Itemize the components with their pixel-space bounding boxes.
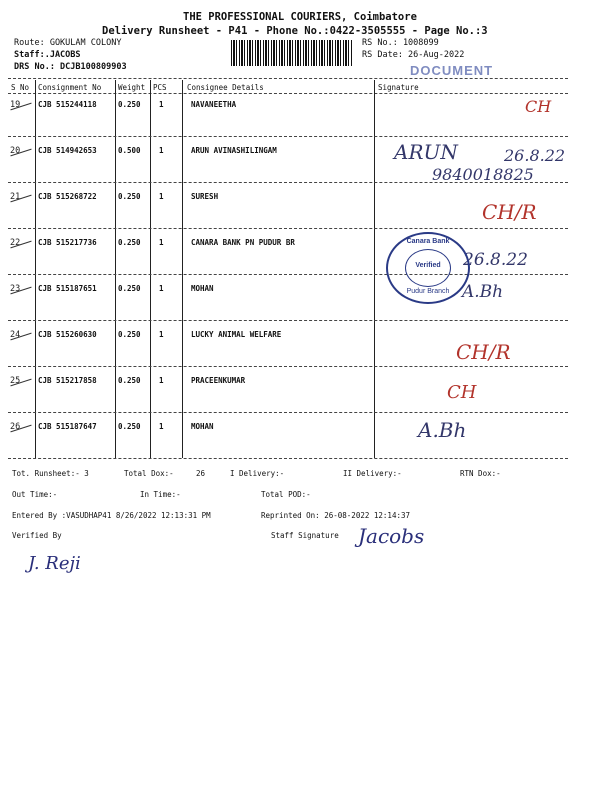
signature-row-20-date: 26.8.22: [504, 146, 566, 165]
row-pcs: 1: [159, 146, 164, 155]
tot-runsheet: Tot. Runsheet:- 3: [12, 469, 89, 478]
signature-row-20-phone: 9840018825: [432, 165, 534, 184]
row-consignee: MOHAN: [191, 284, 214, 293]
row-sno: 23: [10, 284, 21, 294]
verified-by-label: Verified By: [12, 531, 62, 540]
total-dox-value: 26: [196, 469, 206, 478]
barcode-image: [231, 40, 353, 66]
row-consignee: MOHAN: [191, 422, 214, 431]
row-pcs: 1: [159, 192, 164, 201]
row-sno: 24: [10, 330, 21, 340]
rs-number: RS No.: 1008099: [362, 38, 439, 48]
bank-verified-stamp: [386, 232, 470, 304]
row-pcs: 1: [159, 422, 164, 431]
row-weight: 0.250: [118, 330, 141, 339]
i-delivery: I Delivery:-: [230, 469, 285, 478]
staff-label: Staff:.JACOBS: [14, 50, 81, 60]
staff-signature-label: Staff Signature: [271, 531, 339, 540]
rtn-dox: RTN Dox:-: [460, 469, 501, 478]
total-dox-label: Total Dox:-: [124, 469, 174, 478]
col-consignee: Consignee Details: [187, 83, 264, 92]
row-consignment-no: CJB 515244118: [38, 100, 97, 109]
signature-row-22-date: 26.8.22: [463, 250, 528, 270]
col-sno: S No: [11, 83, 30, 92]
reprinted-on: Reprinted On: 26-08-2022 12:14:37: [261, 511, 411, 520]
row-consignee: NAVANEETHA: [191, 100, 237, 109]
signature-row-24: CH/R: [456, 340, 511, 364]
row-consignee: ARUN AVINASHILINGAM: [191, 146, 277, 155]
row-weight: 0.250: [118, 422, 141, 431]
signature-row-19: CH: [525, 97, 552, 116]
header-top-rule: [8, 78, 568, 79]
row-pcs: 1: [159, 238, 164, 247]
row-divider: [8, 366, 568, 367]
row-divider: [8, 320, 568, 321]
col-signature: Signature: [378, 83, 419, 92]
footer-top-rule: [8, 458, 568, 459]
signature-row-20-name: ARUN: [394, 140, 458, 164]
row-consignee: SURESH: [191, 192, 219, 201]
row-weight: 0.250: [118, 376, 141, 385]
col-pcs: PCS: [153, 83, 167, 92]
row-weight: 0.500: [118, 146, 141, 155]
entered-by: Entered By :VASUDHAP41 8/26/2022 12:13:31 PM: [12, 511, 211, 520]
row-consignee: PRACEENKUMAR: [191, 376, 246, 385]
row-consignment-no: CJB 515217736: [38, 238, 97, 247]
row-weight: 0.250: [118, 284, 141, 293]
total-pod: Total POD:-: [261, 490, 311, 499]
runsheet-subtitle: Delivery Runsheet - P41 - Phone No.:0422-3505555 - Page No.:3: [102, 25, 488, 37]
signature-row-21: CH/R: [482, 200, 537, 224]
stamp-text: Canara Bank: [406, 238, 450, 245]
in-time: In Time:-: [140, 490, 181, 499]
staff-signature: Jacobs: [358, 524, 425, 548]
stamp-text: Pudur Branch: [406, 288, 450, 295]
row-weight: 0.250: [118, 238, 141, 247]
row-pcs: 1: [159, 376, 164, 385]
row-pcs: 1: [159, 100, 164, 109]
row-consignment-no: CJB 515187647: [38, 422, 97, 431]
row-sno: 20: [10, 146, 21, 156]
signature-row-23: A.Bh: [462, 282, 504, 302]
row-consignment-no: CJB 515217858: [38, 376, 97, 385]
stamp-text: Verified: [415, 262, 441, 269]
row-pcs: 1: [159, 284, 164, 293]
row-consignee: LUCKY ANIMAL WELFARE: [191, 330, 282, 339]
row-pcs: 1: [159, 330, 164, 339]
verifier-signature: J. Reji: [28, 553, 81, 574]
row-consignment-no: CJB 515260630: [38, 330, 97, 339]
row-weight: 0.250: [118, 192, 141, 201]
row-sno: 22: [10, 238, 21, 248]
ii-delivery: II Delivery:-: [343, 469, 402, 478]
company-title: THE PROFESSIONAL COURIERS, Coimbatore: [183, 11, 417, 23]
header-bottom-rule: [8, 93, 568, 94]
route-label: Route: GOKULAM COLONY: [14, 38, 122, 48]
row-weight: 0.250: [118, 100, 141, 109]
document-stamp-mark: DOCUMENT: [410, 63, 494, 78]
out-time: Out Time:-: [12, 490, 58, 499]
rs-date: RS Date: 26-Aug-2022: [362, 50, 465, 60]
row-divider: [8, 274, 568, 275]
row-sno: 19: [10, 100, 21, 110]
row-divider: [8, 228, 568, 229]
signature-row-25: CH: [447, 382, 477, 403]
row-consignment-no: CJB 515187651: [38, 284, 97, 293]
signature-row-26: A.Bh: [418, 418, 467, 442]
col-consignment: Consignment No: [38, 83, 102, 92]
row-sno: 21: [10, 192, 21, 202]
col-weight: Weight: [118, 83, 146, 92]
row-sno: 25: [10, 376, 21, 386]
row-divider: [8, 136, 568, 137]
row-consignment-no: CJB 514942653: [38, 146, 97, 155]
row-divider: [8, 412, 568, 413]
drs-number: DRS No.: DCJB100809903: [14, 62, 127, 72]
row-consignment-no: CJB 515268722: [38, 192, 97, 201]
row-sno: 26: [10, 422, 21, 432]
row-consignee: CANARA BANK PN PUDUR BR: [191, 238, 295, 247]
